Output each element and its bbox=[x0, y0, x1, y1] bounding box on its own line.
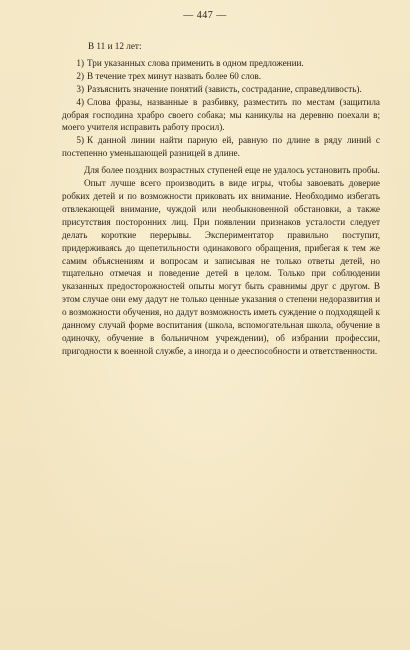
paragraph: Для более поздних возрастных ступеней еще не удалось установить пробы. bbox=[84, 165, 380, 176]
list-item-text: К данной линии найти парную ей, равную по длине в ряду линий с постепенно уменьшающей разницей в длине. bbox=[62, 135, 380, 159]
page-number: — 447 — bbox=[183, 10, 227, 21]
list-item bbox=[62, 70, 380, 83]
document-body bbox=[62, 40, 380, 358]
list-item-text: Слова фразы, названные в разбивку, разместить по местам (защитила добрая господина храбро своего собака; мы каникулы на деревню поехали в; моего учителя исправить работу просил). bbox=[62, 96, 380, 133]
list-item-text: Разъяснить значение понятий (зависть, сострадание, справедливость). bbox=[87, 83, 362, 94]
list-item-text: Три указанных слова применить в одном предложении. bbox=[87, 57, 304, 68]
list-item-number: 1) bbox=[76, 57, 84, 68]
list-item-text: В течение трех минут назвать более 60 слов. bbox=[87, 70, 262, 81]
list-item bbox=[62, 83, 380, 96]
list-item-number: 2) bbox=[76, 70, 84, 81]
paragraph: Опыт лучше всего производить в виде игры, чтобы завоевать доверие робких детей и по возможности приковать их внимание. Необходимо избегать отвлекающей внимание, чуждой или необыкновенной обстановки, а также присутствия посторонних лиц. При появлении признаков усталости следует делать короткие перерывы. Экспериментатор правильно поступит, придерживаясь до щепетильности одинакового обращения, прибегая к тем же самим объяснениям и вопросам и записывая не только ответы детей, но тщательно отмечая и поведение детей в целом. Только при соблюдении указанных предосторожностей опыты могут быть сравнимы друг с другом. В этом случае они ему дадут не только ценные указания о степени недоразвития и о возможности обучения, но дадут возможность иметь суждение о подходящей к данному случай форме воспитания (школа, вспомогательная школа, обучение в одиночку, обучение в больничном учреждении), об избрании профессии, пригодности к военной службе, а иногда и о дееспособности и ответственности. bbox=[62, 178, 380, 356]
list-item bbox=[62, 134, 380, 160]
list-item-number: 5) bbox=[76, 135, 84, 146]
list-item bbox=[62, 57, 380, 70]
age-heading: В 11 и 12 лет: bbox=[88, 41, 142, 51]
list-item bbox=[62, 96, 380, 135]
list-item-number: 3) bbox=[76, 83, 84, 94]
list-item-number: 4) bbox=[76, 96, 84, 107]
